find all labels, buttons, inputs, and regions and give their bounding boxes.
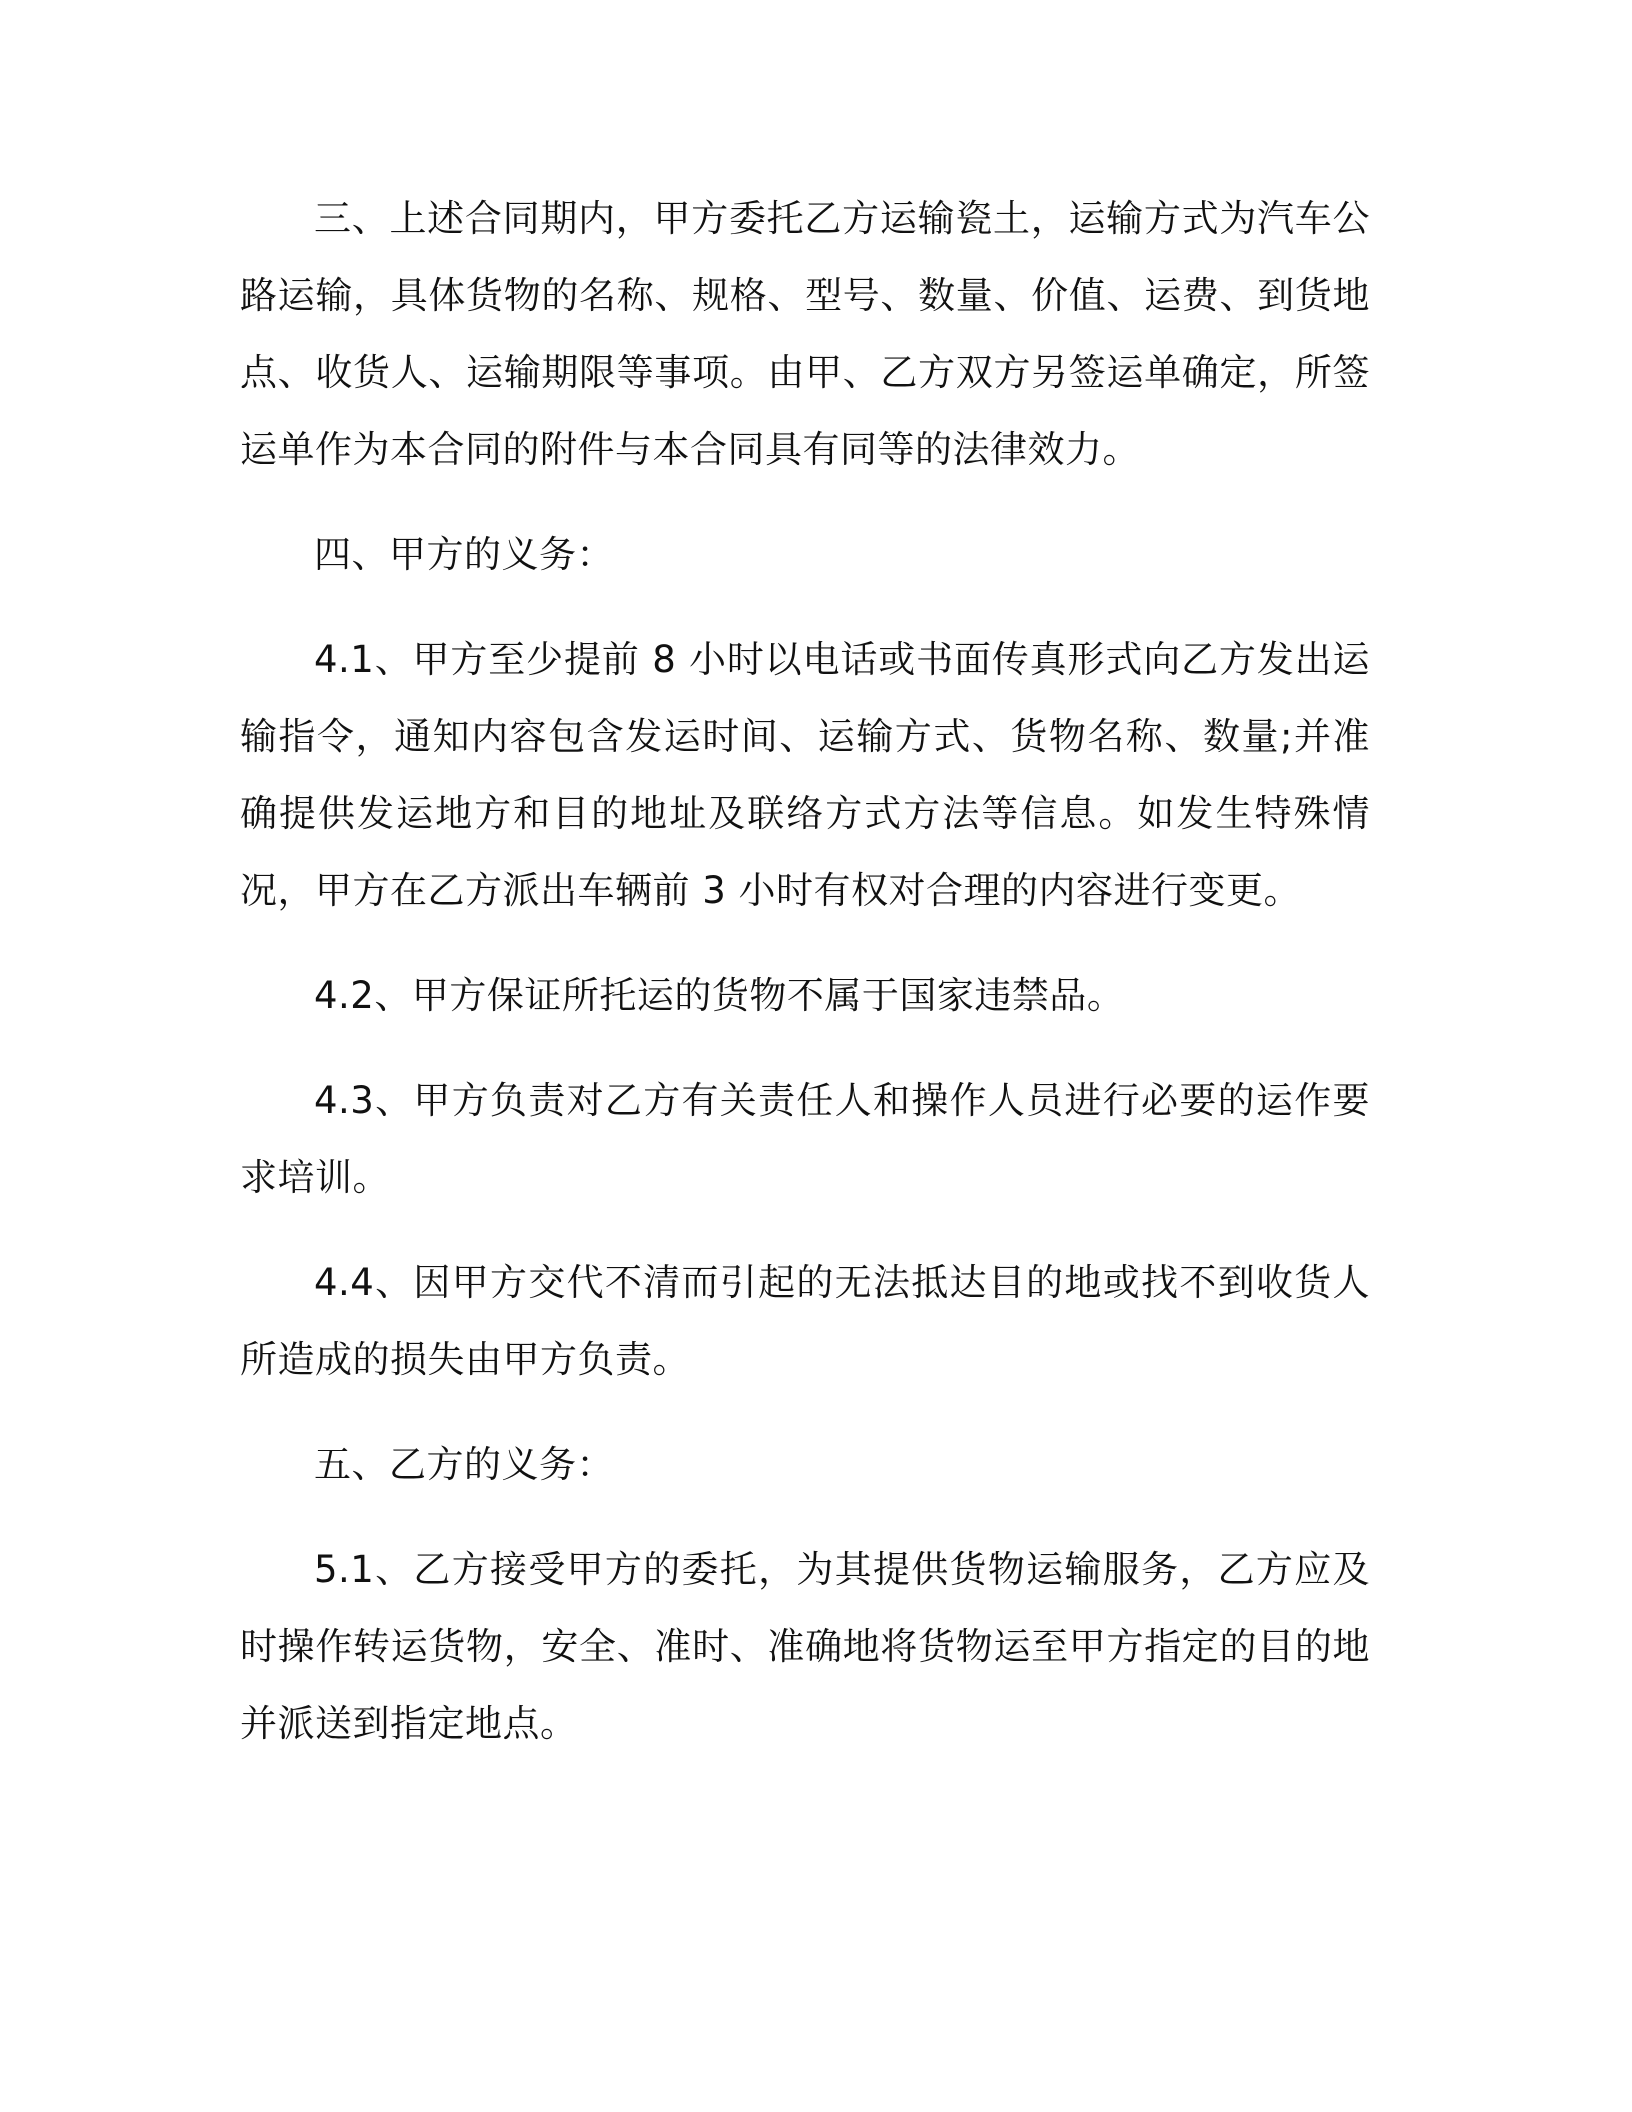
paragraph-clause-3: 三、上述合同期内，甲方委托乙方运输瓷土，运输方式为汽车公路运输，具体货物的名称、规格、型号、数量、价值、运费、到货地点、收货人、运输期限等事项。由甲、乙方双方另签运单确定，所签运单作为本合同的附件与本合同具有同等的法律效力。 bbox=[240, 197, 1370, 471]
paragraph-clause-5-1: 5.1、乙方接受甲方的委托，为其提供货物运输服务，乙方应及时操作转运货物，安全、准时、准确地将货物运至甲方指定的目的地并派送到指定地点。 bbox=[240, 1548, 1370, 1745]
paragraph-clause-4-4: 4.4、因甲方交代不清而引起的无法抵达目的地或找不到收货人所造成的损失由甲方负责。 bbox=[240, 1261, 1370, 1381]
paragraph-clause-4-1: 4.1、甲方至少提前 8 小时以电话或书面传真形式向乙方发出运输指令，通知内容包含发运时间、运输方式、货物名称、数量;并准确提供发运地方和目的地址及联络方式方法等信息。如发生特殊情况，甲方在乙方派出车辆前 3 小时有权对合理的内容进行变更。 bbox=[240, 638, 1370, 912]
heading-party-b-obligations: 五、乙方的义务： bbox=[314, 1443, 614, 1486]
heading-party-a-obligations: 四、甲方的义务： bbox=[314, 533, 614, 576]
paragraph-clause-4-2: 4.2、甲方保证所托运的货物不属于国家违禁品。 bbox=[314, 974, 1125, 1017]
paragraph-clause-4-3: 4.3、甲方负责对乙方有关责任人和操作人员进行必要的运作要求培训。 bbox=[240, 1079, 1370, 1199]
document-body bbox=[240, 180, 1370, 1790]
